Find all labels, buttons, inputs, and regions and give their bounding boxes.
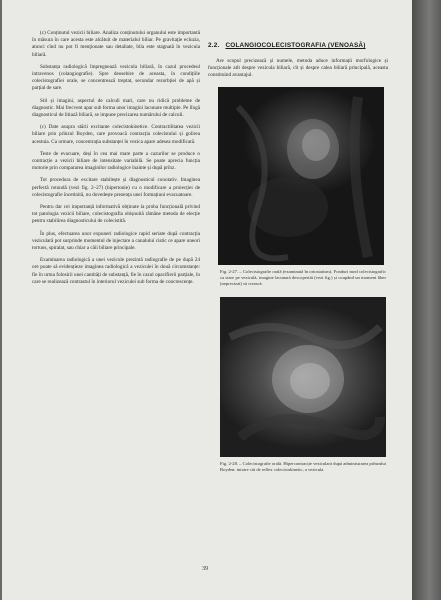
section-heading	[208, 42, 388, 50]
right-column	[208, 42, 388, 562]
section-number: 2.2.	[208, 42, 220, 49]
xray-image-figure-2-28	[220, 297, 386, 457]
section-title: COLANGIOCOLECISTOGRAFIA (VENOASĂ)	[225, 42, 366, 49]
figure-caption: Fig. 2-28. – Colecistografie orală. Hipercontracție veziculară după administrarea prînzului Boyden: intrare căi de reflex colecistokinetic, a vezicula.	[220, 461, 386, 472]
xray-1-shapes	[218, 87, 384, 265]
paragraph: Examinarea radiologică a unei vezicule prezintă radiografie de pe după 24 ore poate să evidențieze imaginea radiologică a veziculei în două circumstanțe: fie în urma folosirii unei cantități de substanță, fie în cazul opacifierii parțiale, în care se realizează contrastul în interiorul veziculei sub forma de concrescențe.	[32, 257, 200, 285]
book-spine-edge	[412, 0, 441, 600]
paragraph: Teste de evacuare, deși în cea mai mare parte a cazurilor se produce o contracție a vezicii biliare de intensitate variabilă. Se poate aprecia funcția motorie prin compararea imaginilor radiologice înainte și după prînz.	[32, 150, 200, 172]
paragraph: În plus, efectuarea unor expuneri radiologice rapid seriate după contracția veziculară pot surprinde momentul de injectare a canalului cistic ce apare uneori tortuos, spiralat, sau chiar a căii biliare principale.	[32, 230, 200, 252]
page-number: 39	[202, 566, 208, 572]
figure-caption: Fig. 2-27. – Colecistografie orală (examinată în ortostatism). Fonduri mod colecistografic ca stare pe veziculă, imagine lacunară descoperită (vezi fig.) și ocupând un moment liber (neprecizat) să crească.	[220, 269, 386, 286]
paragraph: Substanța radiologică împregnează vezicula biliară, în cazul procedeul intravenos (colangiografie). Spre deosebire de aceasta, în condițiile colecistografiei orale, se concentrează treptat, secundar rezorbției de apă și parțial de sare.	[32, 63, 200, 92]
paragraph: Stil și imagini, aspectul de calculi mari, care nu ridică probleme de diagnostic. Mai frecvent apar sub forma unor imagini lacunare multiple. Pe lîngă diagnosticul de litiază biliară, se impune precizarea numărului de calculi.	[32, 97, 200, 119]
paragraph: (c) Date asupra stării excitante colecistokinetice. Contractilitatea vezicii biliare prin prînzul Boyden, care provoacă contracția colecistului și golirea acestuia. Ca urmare, concentrația substanței în vezica apare adesea modificată.	[32, 124, 200, 145]
paragraph: (c) Conținutul vezicii biliare. Analiza conținutului organului este importantă în măsura în care acesta este alcătuit de materialul biliar. Pe gravitaţie ecluzia, atunci cînd nu pot fi menţionate sau detaliate, bila este stagnată în vezicula biliară.	[32, 30, 200, 58]
xray-2-shapes	[220, 297, 386, 457]
left-text-column	[32, 30, 200, 562]
paragraph: Pentru dar cei importanță informativă obținute la proba funcțională privind tot patologia vezicii biliare, colecistografia obișnuită rămâne metoda de elecție pentru stabilirea diagnosticului de colecistită.	[32, 204, 200, 225]
section-intro: Are scopul precizează și numele, metoda aduce informații morfologice și funcționale atît despre vezicula biliară, cît și despre calea biliară principală, aceasta constituind avantajul.	[208, 58, 388, 78]
paragraph: Tot procedura de excitare stabilește și diagnosticul conotativ. Imaginea perfectă rotundă (vezi fig. 2–27) (hipertonie) cu o modificare a proiecției de colecistografie încetinită, nu dovedește prezența unei formațiuni evacuatoare.	[32, 177, 200, 198]
xray-image-figure-2-27	[218, 87, 384, 265]
book-page	[2, 0, 412, 600]
